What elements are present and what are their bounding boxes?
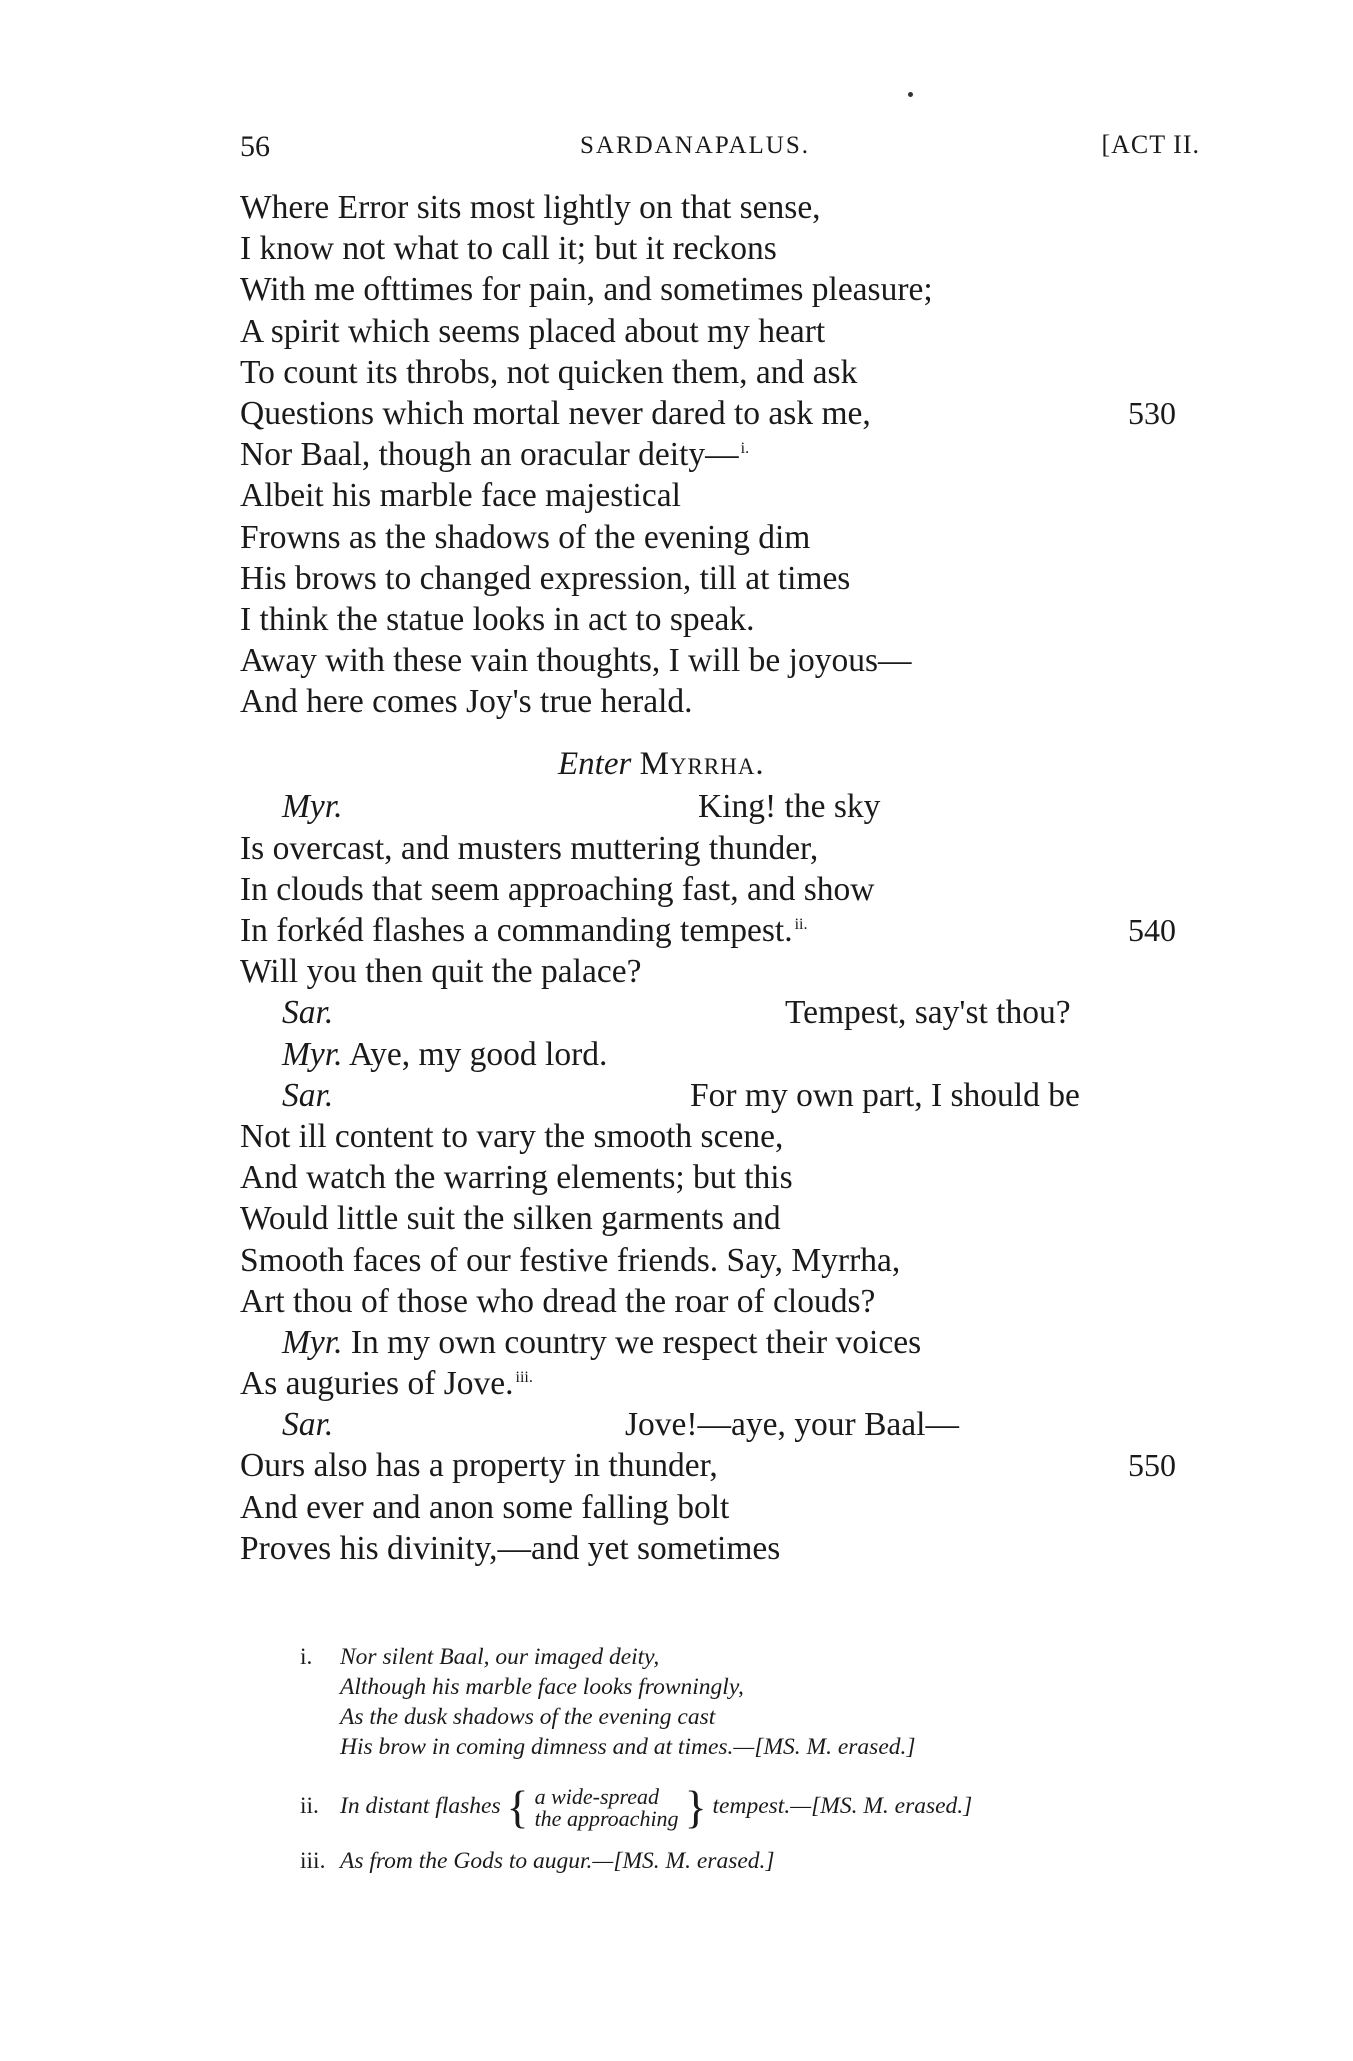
verse-line: Where Error sits most lightly on that sense, <box>240 189 821 226</box>
dialogue-line: Myr. In my own country we respect their voices <box>240 1322 1200 1363</box>
dialogue-line: Myr. Aye, my good lord. <box>240 1034 1200 1075</box>
dialogue-line: Sar. Tempest, say'st thou? <box>240 992 1200 1033</box>
footnote-line: As the dusk shadows of the evening cast <box>340 1704 716 1730</box>
footnote-i: i. Nor silent Baal, our imaged deity, <box>300 1644 660 1670</box>
dialogue-line: Is overcast, and musters muttering thunder, <box>240 829 819 867</box>
verse-line: Albeit his marble face majestical <box>240 477 681 515</box>
verse-line: To count its throbs, not quicken them, and ask <box>240 353 858 391</box>
verse-line: Away with these vain thoughts, I will be joyous— <box>240 642 912 680</box>
verse-line: And here comes Joy's true herald. <box>240 683 693 721</box>
footnote-iii: iii. As from the Gods to augur.—[MS. M. erased.] <box>300 1848 775 1874</box>
footnote-ref: i. <box>740 440 750 458</box>
speaker: Sar. <box>282 994 334 1032</box>
speaker: Sar. <box>282 1076 334 1114</box>
verse-line: A spirit which seems placed about my heart <box>240 312 826 350</box>
act-label: [ACT II. <box>1101 130 1200 159</box>
line-number: 530 <box>1128 394 1176 431</box>
footnote-ii: ii. In distant flashes { a wide-spread the approaching } tempest.—[MS. M. erased.] <box>300 1781 973 1833</box>
stage-direction-row <box>240 722 1200 786</box>
verse-line: I think the statue looks in act to speak. <box>240 600 755 638</box>
print-speck <box>908 92 913 97</box>
verse-line: Nor Baal, though an oracular deity— $^{i.}$ <box>240 436 750 474</box>
dialogue-line: And ever and anon some falling bolt <box>240 1488 730 1526</box>
dialogue-line: Sar. Jove!—aye, your Baal— <box>240 1404 1200 1445</box>
dialogue-line: Proves his divinity,—and yet sometimes <box>240 1529 781 1567</box>
dialogue-line: In forkéd flashes a commanding tempest. $^{ii.}$ 540 <box>240 910 1200 951</box>
speaker: Sar. <box>282 1406 334 1444</box>
dialogue-line: Not ill content to vary the smooth scene, <box>240 1117 784 1155</box>
verse-line: With me ofttimes for pain, and sometimes pleasure; <box>240 271 933 309</box>
speaker: Myr. <box>282 1035 343 1073</box>
dialogue-line: Would little suit the silken garments and <box>240 1200 781 1238</box>
variant-readings: a wide-spread the approaching <box>534 1783 679 1831</box>
running-header <box>240 130 1200 170</box>
line-number: 550 <box>1128 1447 1176 1484</box>
footnote-line: Although his marble face looks frowningly, <box>340 1674 744 1700</box>
dialogue-line: Myr. King! the sky <box>240 786 1200 827</box>
dialogue-line: Smooth faces of our festive friends. Say, Myrrha, <box>240 1241 901 1279</box>
page-number: 56 <box>240 130 270 163</box>
running-title: SARDANAPALUS. <box>580 132 810 159</box>
footnote-ref: ii. <box>794 916 808 933</box>
verse-line: Frowns as the shadows of the evening dim <box>240 518 811 556</box>
footnotes <box>300 1642 1200 1876</box>
dialogue-line: Art thou of those who dread the roar of clouds? <box>240 1282 876 1320</box>
dialogue-line: Sar. For my own part, I should be <box>240 1075 1200 1116</box>
speaker: Myr. <box>282 788 343 826</box>
speaker: Myr. <box>282 1323 343 1361</box>
footnote-ref: iii. <box>515 1369 533 1387</box>
dialogue-line: And watch the warring elements; but this <box>240 1159 793 1197</box>
verse-line: I know not what to call it; but it reckons <box>240 230 777 268</box>
dialogue-line: In clouds that seem approaching fast, and show <box>240 870 875 908</box>
dialogue-line: Will you then quit the palace? <box>240 953 642 991</box>
verse-line: His brows to changed expression, till at times <box>240 559 851 597</box>
verse-body <box>240 187 1200 1569</box>
dialogue-line: As auguries of Jove. $^{iii.}$ <box>240 1365 533 1403</box>
footnote-line: His brow in coming dimness and at times.—[MS. M. erased.] <box>340 1734 916 1760</box>
line-number: 540 <box>1128 912 1176 948</box>
dialogue-line: Ours also has a property in thunder, 550 <box>240 1445 1200 1486</box>
stage-direction: Enter Myrrha. <box>558 746 765 783</box>
verse-line: Questions which mortal never dared to ask me, 530 <box>240 393 1200 434</box>
